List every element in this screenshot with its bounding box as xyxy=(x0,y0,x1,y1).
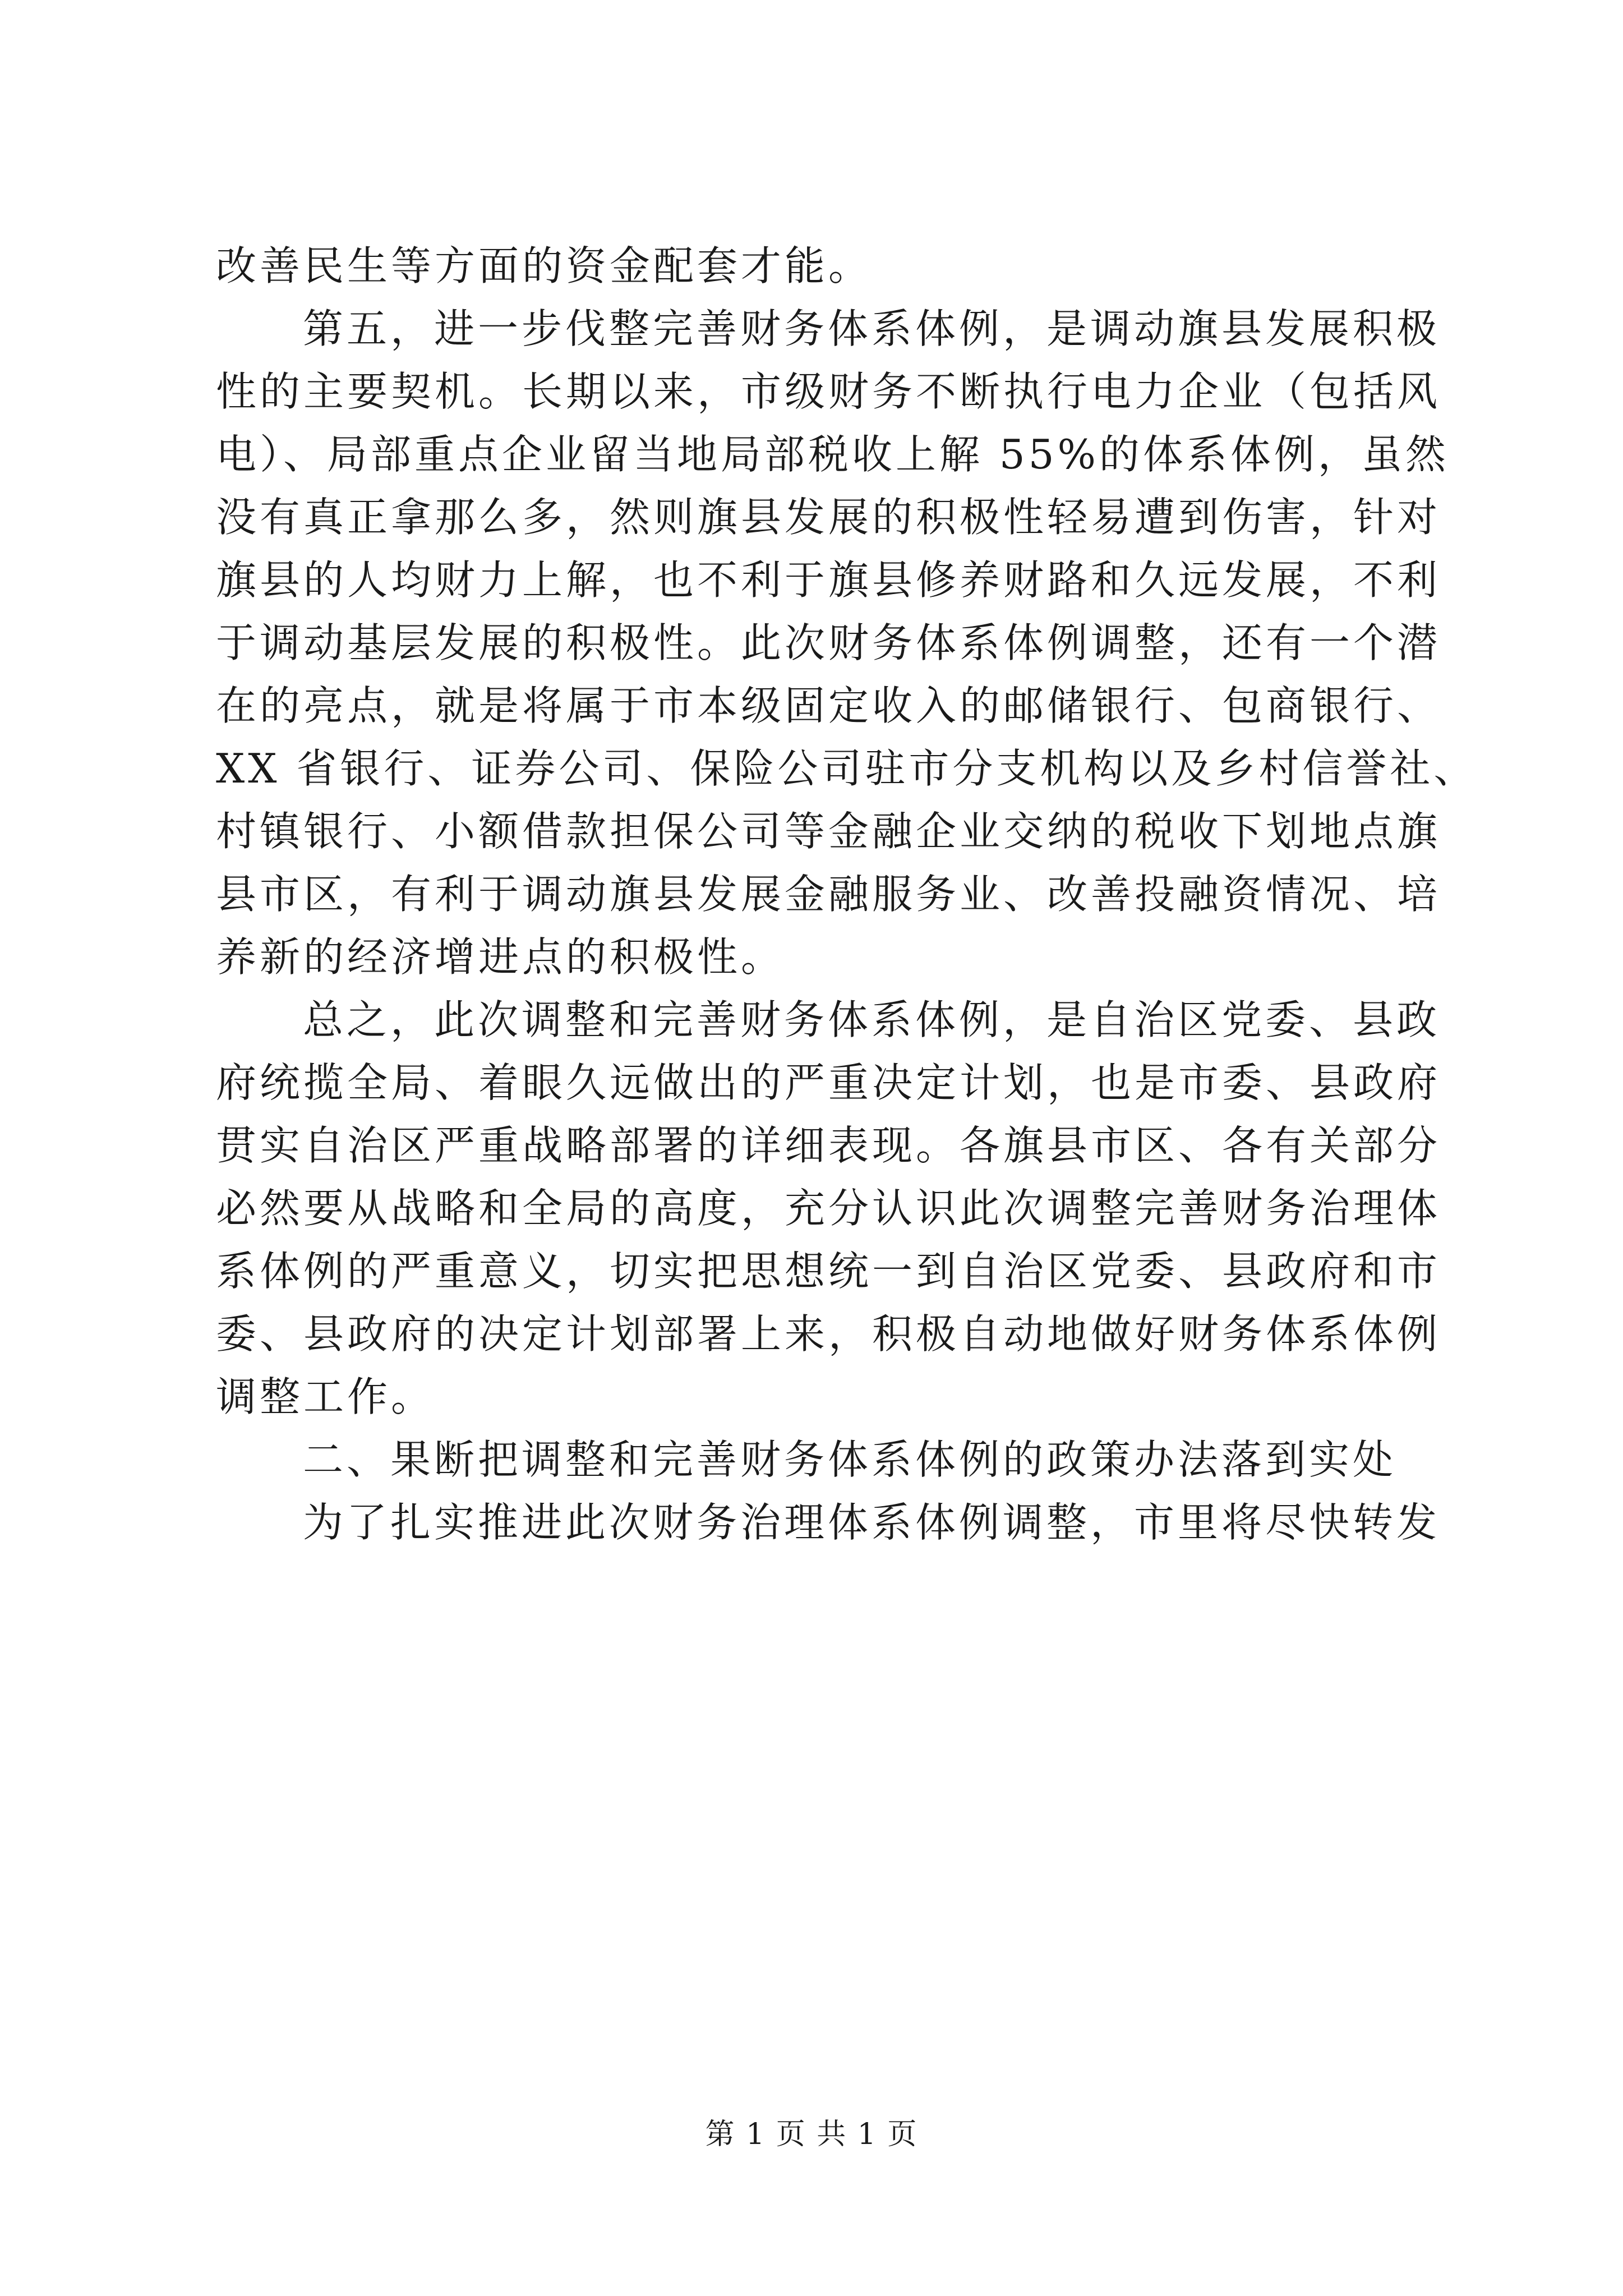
text-line: 系体例的严重意义，切实把思想统一到自治区党委、县政府和市 xyxy=(216,1248,1441,1295)
text-line: XX 省银行、证券公司、保险公司驻市分支机构以及乡村信誉社、 xyxy=(216,745,1478,792)
text-line: 总之，此次调整和完善财务体系体例，是自治区党委、县政 xyxy=(303,996,1441,1043)
text-line: 养新的经济增进点的积极性。 xyxy=(216,933,785,981)
text-line: 村镇银行、小额借款担保公司等金融企业交纳的税收下划地点旗 xyxy=(216,808,1441,855)
text-line: 电）、局部重点企业留当地局部税收上解 55%的体系体例，虽然 xyxy=(216,431,1449,478)
text-line: 于调动基层发展的积极性。此次财务体系体例调整，还有一个潜 xyxy=(216,619,1441,666)
text-line: 在的亮点，就是将属于市本级固定收入的邮储银行、包商银行、 xyxy=(216,682,1441,729)
text-line: 县市区，有利于调动旗县发展金融服务业、改善投融资情况、培 xyxy=(216,871,1441,918)
text-line: 为了扎实推进此次财务治理体系体例调整，市里将尽快转发 xyxy=(303,1499,1441,1546)
text-line: 改善民生等方面的资金配套才能。 xyxy=(216,242,873,289)
text-line: 委、县政府的决定计划部署上来，积极自动地做好财务体系体例 xyxy=(216,1310,1441,1358)
section-heading: 二、果断把调整和完善财务体系体例的政策办法落到实处 xyxy=(303,1436,1397,1483)
text-line: 没有真正拿那么多，然则旗县发展的积极性轻易遭到伤害，针对 xyxy=(216,494,1441,541)
text-line: 旗县的人均财力上解，也不利于旗县修养财路和久远发展，不利 xyxy=(216,556,1441,604)
document-body xyxy=(216,234,1478,1554)
text-line: 必然要从战略和全局的高度，充分认识此次调整完善财务治理体 xyxy=(216,1185,1441,1232)
page-footer: 第 1 页 共 1 页 xyxy=(705,2118,918,2151)
text-line: 第五，进一步伐整完善财务体系体例，是调动旗县发展积极 xyxy=(303,305,1441,352)
text-line: 调整工作。 xyxy=(216,1373,435,1420)
text-line: 贯实自治区严重战略部署的详细表现。各旗县市区、各有关部分 xyxy=(216,1122,1441,1169)
text-line: 性的主要契机。长期以来，市级财务不断执行电力企业（包括风 xyxy=(216,368,1441,415)
text-line: 府统揽全局、着眼久远做出的严重决定计划，也是市委、县政府 xyxy=(216,1059,1441,1106)
